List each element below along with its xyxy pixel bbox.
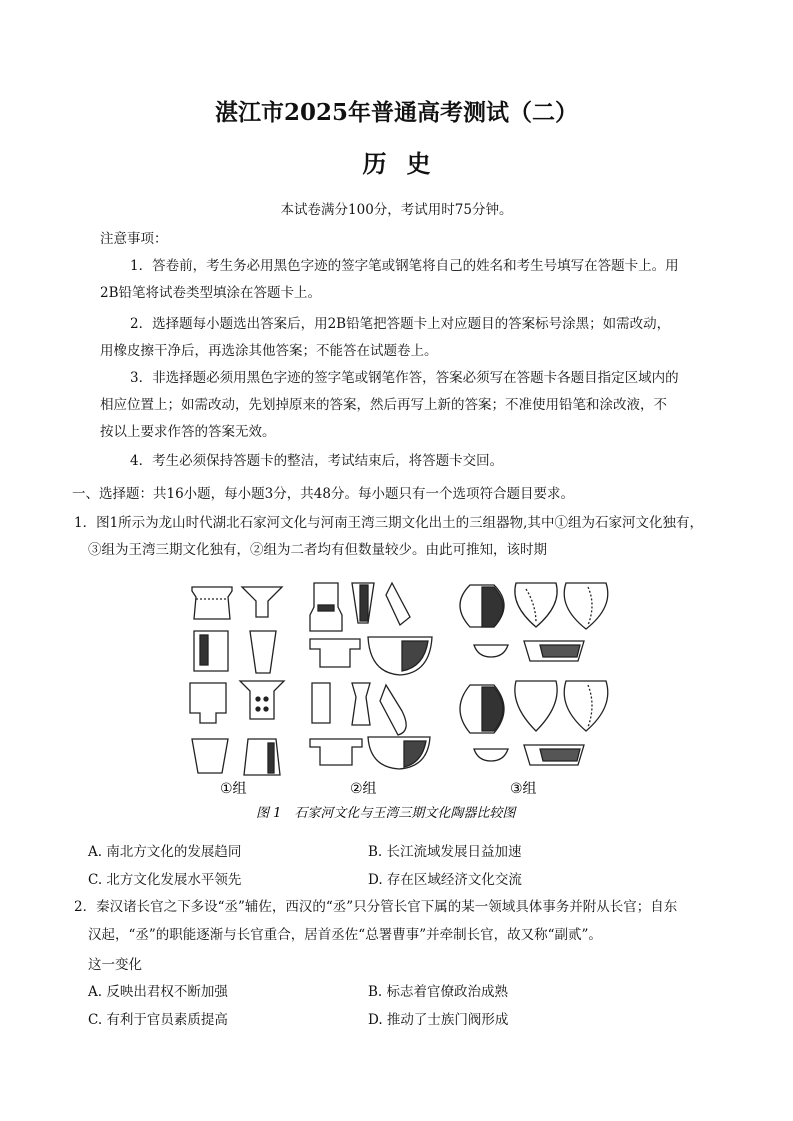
notice-item-2-cont: 用橡皮擦干净后，再选涂其他答案；不能答在试题卷上。	[100, 343, 438, 359]
q1-option-b: B. 长江流域发展日益加速	[368, 844, 522, 860]
question-2-stem-cont: 汉起，“丞”的职能逐渐与长官重合，居首丞佐“总署曹事”并牵制长官，故又称“副贰”。	[88, 927, 602, 943]
figure-group-1-label: ①组	[220, 781, 247, 797]
notice-item-2: 2．选择题每小题选出答案后，用2B铅笔把答题卡上对应题目的答案标号涂黑；如需改动，	[130, 316, 671, 332]
question-1-stem-cont: ③组为王湾三期文化独有，②组为二者均有但数量较少。由此可推知，该时期	[88, 542, 547, 558]
figure-group-3-label: ③组	[510, 781, 537, 797]
pottery-drawings	[180, 575, 620, 823]
q1-option-d: D. 存在区域经济文化交流	[368, 872, 522, 888]
q2-option-a: A. 反映出君权不断加强	[88, 984, 228, 1000]
q2-option-b: B. 标志着官僚政治成熟	[368, 984, 509, 1000]
notice-item-3-cont2: 按以上要求作答的答案无效。	[100, 424, 276, 440]
notice-item-4: 4．考生必须保持答题卡的整洁，考试结束后，将答题卡交回。	[130, 453, 504, 469]
figure-group-2-label: ②组	[350, 781, 377, 797]
subject-title: 历史	[362, 149, 451, 178]
notice-item-1-cont: 2B铅笔将试卷类型填涂在答题卡上。	[100, 285, 322, 301]
exam-info: 本试卷满分100分，考试用时75分钟。	[280, 202, 513, 218]
exam-title: 湛江市2025年普通高考测试（二）	[214, 99, 578, 126]
notice-heading: 注意事项：	[100, 231, 168, 247]
q2-option-d: D. 推动了士族门阀形成	[368, 1012, 509, 1028]
q1-option-c: C. 北方文化发展水平领先	[88, 872, 242, 888]
question-1-stem: 1．图1所示为龙山时代湖北石家河文化与河南王湾三期文化出土的三组器物,其中①组为石家河文化独有，	[74, 515, 703, 531]
notice-item-3: 3．非选择题必须用黑色字迹的签字笔或钢笔作答，答案必须写在答题卡各题目指定区域内的	[130, 370, 679, 386]
question-2-stem-cont2: 这一变化	[88, 957, 142, 973]
q1-option-a: A. 南北方文化的发展趋同	[88, 844, 242, 860]
question-2-stem: 2．秦汉诸长官之下多设“丞”辅佐，西汉的“丞”只分管长官下属的某一领域具体事务并附从长官；自东	[74, 899, 678, 915]
section-heading: 一、选择题：共16小题，每小题3分，共48分。每小题只有一个选项符合题目要求。	[72, 486, 574, 502]
notice-item-3-cont: 相应位置上；如需改动，先划掉原来的答案，然后再写上新的答案；不准使用铅笔和涂改液，不	[100, 397, 667, 413]
figure-caption: 图 1 石家河文化与王湾三期文化陶器比较图	[256, 806, 516, 821]
notice-item-1: 1．答卷前，考生务必用黑色字迹的签字笔或钢笔将自己的姓名和考生号填写在答题卡上。用	[130, 258, 679, 274]
pottery-comparison-figure	[180, 575, 620, 823]
q2-option-c: C. 有利于官员素质提高	[88, 1012, 228, 1028]
